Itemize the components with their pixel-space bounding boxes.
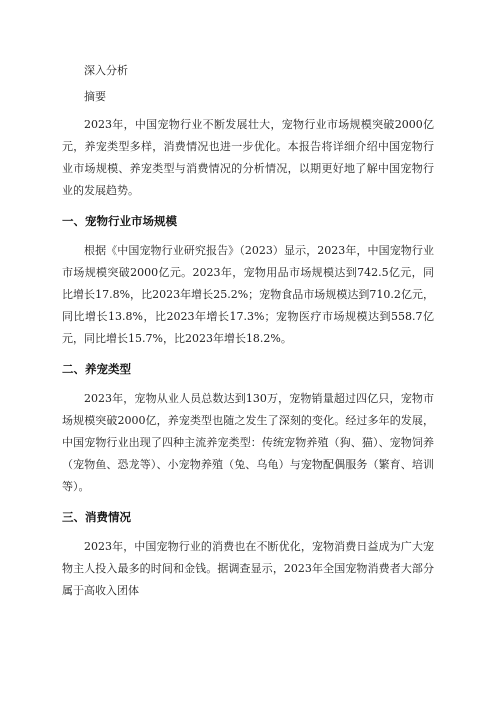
section-body-pet-types: 2023年，宠物从业人员总数达到130万，宠物销量超过四亿只，宠物市场规模突破2000亿，养宠类型也随之发生了深刻的变化。经过多年的发展，中国宠物行业出现了四种主流养宠类型：传统宠物养殖（狗、猫）、宠物饲养（宠物鱼、恐龙等）、小宠物养殖（兔、乌龟）与宠物配偶服务（繁育、培训等）。 (62, 392, 434, 493)
section-heading-consumption: 三、消费情况 (62, 510, 131, 524)
abstract-paragraph: 2023年，中国宠物行业不断发展壮大，宠物行业市场规模突破2000亿元，养宠类型多样，消费情况也进一步优化。本报告将详细介绍中国宠物行业市场规模、养宠类型与消费情况的分析情况，以期更好地了解中国宠物行业的发展趋势。 (62, 118, 434, 197)
abstract-label: 摘要 (84, 90, 106, 103)
section-heading-market-size: 一、宠物行业市场规模 (62, 214, 177, 228)
document-kicker: 深入分析 (84, 64, 128, 77)
section-body-consumption: 2023年，中国宠物行业的消费也在不断优化，宠物消费日益成为广大宠物主人投入最多的时间和金钱。据调查显示，2023年全国宠物消费者大部分属于高收入团体 (62, 540, 434, 597)
section-heading-pet-types: 二、养宠类型 (62, 362, 131, 376)
section-body-market-size: 根据《中国宠物行业研究报告》（2023）显示，2023年，中国宠物行业市场规模突破2000亿元。2023年，宠物用品市场规模达到742.5亿元，同比增长17.8%，比2023年增长25.2%；宠物食品市场规模达到710.2亿元，同比增长13.8%，比2023年增长17.3%；宠物医疗市场规模达到558.7亿元，同比增长15.7%，比2023年增长18.2%。 (62, 244, 434, 345)
document-content (62, 60, 434, 610)
